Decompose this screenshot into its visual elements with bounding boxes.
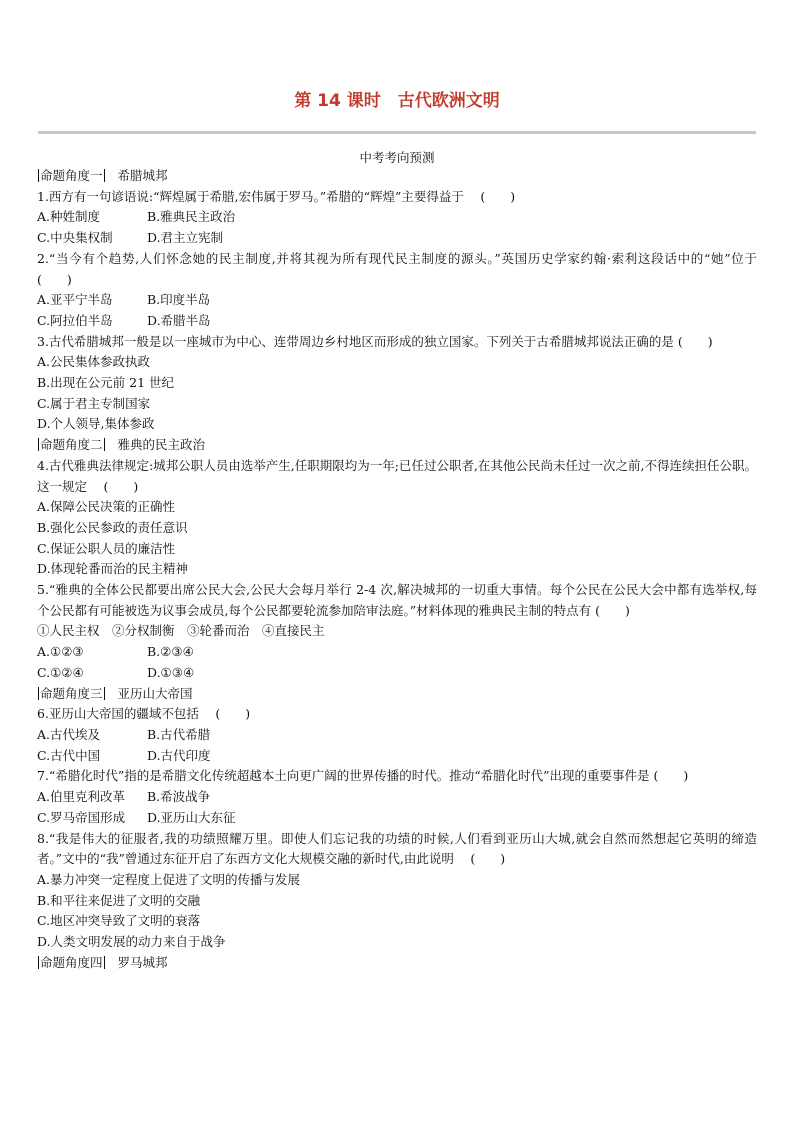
section-heading-2: 命题角度二 雅典的民主政治	[40, 437, 206, 453]
option: D.希腊半岛	[147, 312, 211, 328]
question-3-option-d: D.个人领导,集体参政	[37, 416, 155, 432]
question-8-option-b: B.和平往来促进了文明的交融	[37, 892, 201, 908]
option: D.①③④	[147, 664, 195, 680]
title-divider	[38, 131, 756, 134]
question-4-option-b: B.强化公民参政的责任意识	[37, 519, 188, 535]
option: D.古代印度	[147, 747, 211, 763]
option: C.罗马帝国形成	[37, 809, 126, 825]
option: A.①②③	[37, 644, 84, 660]
option: D.君主立宪制	[147, 230, 224, 246]
section-heading-4: 命题角度四 罗马城邦	[40, 954, 168, 970]
question-6-options-ab	[37, 725, 757, 746]
question-1-stem: 1.西方有一句谚语说:“辉煌属于希腊,宏伟属于罗马。”希腊的“辉煌”主要得益于 ( )	[37, 188, 516, 204]
question-8-stem: 8.“我是伟大的征服者,我的功绩照耀万里。即使人们忘记我的功绩的时候,人们看到亚历山大城,就会自然而然想起它英明的缔造者。”文中的“我”曾通过东征开启了东西方文化大规模交融的新时代,由此说明 ( )	[37, 830, 757, 867]
question-8-option-d: D.人类文明发展的动力来自于战争	[37, 934, 226, 950]
question-3-option-b: B.出现在公元前 21 世纪	[37, 375, 175, 391]
section-heading-1: 命题角度一 希腊城邦	[40, 168, 168, 183]
question-6-stem: 6.亚历山大帝国的疆域不包括 ( )	[37, 706, 251, 722]
question-4-option-d: D.体现轮番而治的民主精神	[37, 561, 189, 577]
question-4-option-a: A.保障公民决策的正确性	[37, 499, 176, 515]
question-3-option-c: C.属于君主专制国家	[37, 395, 151, 411]
question-8-option-a: A.暴力冲突一定程度上促进了文明的传播与发展	[37, 871, 301, 887]
option: B.古代希腊	[147, 726, 211, 742]
option: B.印度半岛	[147, 292, 211, 308]
option: A.伯里克利改革	[37, 789, 126, 805]
question-5-options-cd	[37, 663, 757, 684]
question-7-stem: 7.“希腊化时代”指的是希腊文化传统超越本土向更广阔的世界传播的时代。推动“希腊化时代”出现的重要事件是 ( )	[37, 768, 689, 784]
question-4-option-c: C.保证公职人员的廉洁性	[37, 540, 176, 556]
page-title: 第 14 课时 古代欧洲文明	[294, 91, 500, 111]
question-6-options-cd	[37, 746, 757, 767]
question-5-stem: 5.“雅典的全体公民都要出席公民大会,公民大会每月举行 2-4 次,解决城邦的一切重大事情。每个公民在公民大会中都有选举权,每个公民都有可能被选为议事会成员,每个公民都要轮流参加陪审法庭。”材料体现的雅典民主制的特点有 ( )	[37, 582, 757, 618]
section-subtitle: 中考考向预测	[359, 150, 435, 165]
option: C.①②④	[37, 664, 84, 680]
question-7-options-cd	[37, 808, 757, 829]
question-2-options-ab	[37, 290, 757, 311]
option: C.中央集权制	[37, 230, 113, 246]
question-list	[37, 166, 774, 973]
question-3-option-a: A.公民集体参政执政	[37, 354, 151, 370]
question-5-options-ab	[37, 642, 757, 663]
option: B.雅典民主政治	[147, 209, 236, 225]
option: B.希波战争	[147, 789, 211, 805]
question-2-stem: 2.“当今有个趋势,人们怀念她的民主制度,并将其视为所有现代民主制度的源头。”英国历史学家约翰·索利这段话中的“她”位于 ( )	[37, 250, 774, 287]
question-3-stem: 3.古代希腊城邦一般是以一座城市为中心、连带周边乡村地区而形成的独立国家。下列关于古希腊城邦说法正确的是 ( )	[37, 333, 713, 349]
option: C.古代中国	[37, 747, 101, 763]
question-7-options-ab	[37, 787, 757, 808]
option: A.种姓制度	[37, 209, 101, 225]
question-1-options-cd	[37, 228, 757, 249]
question-1-options-ab	[37, 207, 757, 228]
question-5-items: ①人民主权 ②分权制衡 ③轮番而治 ④直接民主	[37, 623, 325, 639]
option: A.古代埃及	[37, 726, 101, 742]
option: B.②③④	[147, 644, 194, 660]
question-4-stem: 4.古代雅典法律规定:城邦公职人员由选举产生,任职期限均为一年;已任过公职者,在其他公民尚未任过一次之前,不得连续担任公职。这一规定 ( )	[37, 457, 757, 494]
option: C.阿拉伯半岛	[37, 312, 113, 328]
option: D.亚历山大东征	[147, 809, 236, 825]
question-8-option-c: C.地区冲突导致了文明的衰落	[37, 913, 201, 929]
option: A.亚平宁半岛	[37, 292, 113, 308]
question-2-options-cd	[37, 311, 757, 332]
section-heading-3: 命题角度三 亚历山大帝国	[40, 685, 193, 701]
